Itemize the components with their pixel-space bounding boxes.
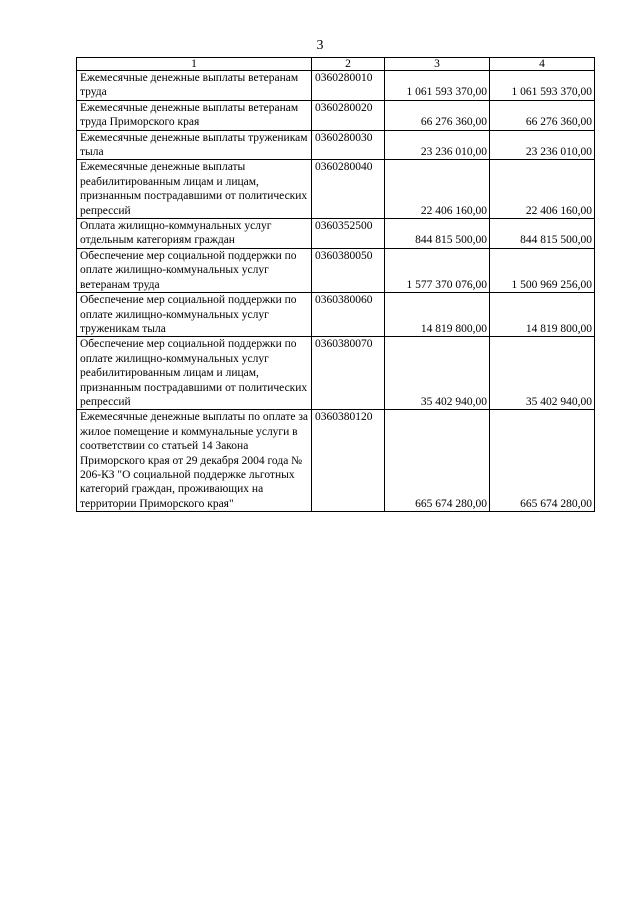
- column-header-1: 1: [77, 58, 312, 71]
- table-row: [77, 293, 595, 337]
- row-amount-3: 14 819 800,00: [385, 293, 490, 337]
- row-name: Ежемесячные денежные выплаты труженикам тыла: [77, 130, 312, 160]
- row-name: Ежемесячные денежные выплаты реабилитированным лицам и лицам, признанным пострадавшими от политических репрессий: [77, 160, 312, 219]
- row-code: 0360280030: [312, 130, 385, 160]
- row-name: Обеспечение мер социальной поддержки по оплате жилищно-коммунальных услуг ветеранам труда: [77, 248, 312, 292]
- row-amount-3: 844 815 500,00: [385, 219, 490, 249]
- table-row: [77, 71, 595, 101]
- row-code: 0360280010: [312, 71, 385, 101]
- row-amount-3: 23 236 010,00: [385, 130, 490, 160]
- page-number: 3: [316, 38, 324, 53]
- row-amount-4: 66 276 360,00: [490, 100, 595, 130]
- row-name: Ежемесячные денежные выплаты ветеранам труда Приморского края: [77, 100, 312, 130]
- row-amount-4: 844 815 500,00: [490, 219, 595, 249]
- table-row: [77, 248, 595, 292]
- row-name: Обеспечение мер социальной поддержки по оплате жилищно-коммунальных услуг труженикам тыла: [77, 293, 312, 337]
- row-amount-3: 1 061 593 370,00: [385, 71, 490, 101]
- row-amount-3: 22 406 160,00: [385, 160, 490, 219]
- table-header-row: [77, 58, 595, 71]
- column-header-2: 2: [312, 58, 385, 71]
- row-amount-4: 14 819 800,00: [490, 293, 595, 337]
- table-row: [77, 219, 595, 249]
- table-row: [77, 337, 595, 410]
- column-header-3: 3: [385, 58, 490, 71]
- row-amount-3: 35 402 940,00: [385, 337, 490, 410]
- budget-table: [76, 57, 595, 512]
- row-code: 0360280040: [312, 160, 385, 219]
- row-amount-4: 35 402 940,00: [490, 337, 595, 410]
- row-code: 0360280020: [312, 100, 385, 130]
- row-name: Ежемесячные денежные выплаты по оплате за жилое помещение и коммунальные услуги в соответствии со статьей 14 Закона Приморского края от 29 декабря 2004 года № 206-КЗ "О социальной поддержке льготных категорий граждан, проживающих на территории Приморского края": [77, 410, 312, 512]
- row-amount-3: 1 577 370 076,00: [385, 248, 490, 292]
- row-amount-4: 1 061 593 370,00: [490, 71, 595, 101]
- row-code: 0360352500: [312, 219, 385, 249]
- table-row: [77, 100, 595, 130]
- row-amount-3: 665 674 280,00: [385, 410, 490, 512]
- row-amount-4: 1 500 969 256,00: [490, 248, 595, 292]
- row-name: Ежемесячные денежные выплаты ветеранам труда: [77, 71, 312, 101]
- table-row: [77, 130, 595, 160]
- row-code: 0360380050: [312, 248, 385, 292]
- row-code: 0360380060: [312, 293, 385, 337]
- row-name: Оплата жилищно-коммунальных услуг отдельным категориям граждан: [77, 219, 312, 249]
- row-code: 0360380120: [312, 410, 385, 512]
- row-amount-3: 66 276 360,00: [385, 100, 490, 130]
- row-amount-4: 665 674 280,00: [490, 410, 595, 512]
- table-row: [77, 410, 595, 512]
- table-row: [77, 160, 595, 219]
- row-amount-4: 22 406 160,00: [490, 160, 595, 219]
- row-name: Обеспечение мер социальной поддержки по оплате жилищно-коммунальных услуг реабилитированным лицам и лицам, признанным пострадавшими от политических репрессий: [77, 337, 312, 410]
- row-code: 0360380070: [312, 337, 385, 410]
- column-header-4: 4: [490, 58, 595, 71]
- row-amount-4: 23 236 010,00: [490, 130, 595, 160]
